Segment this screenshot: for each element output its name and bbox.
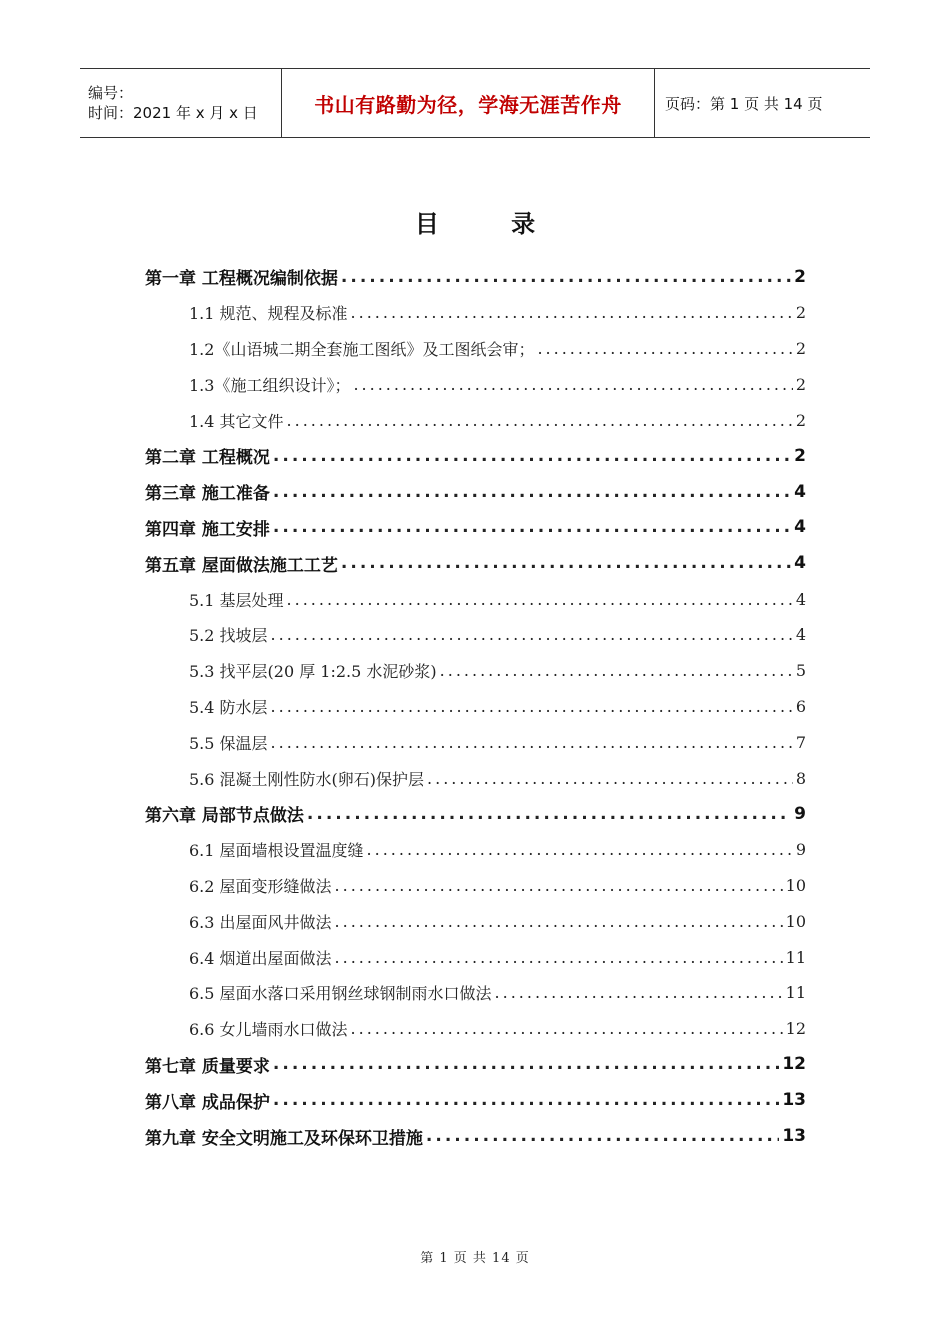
toc-entry-section[interactable] <box>145 868 806 904</box>
toc-entry-page-number: 4 <box>795 589 806 609</box>
toc-entry-section[interactable] <box>145 939 806 975</box>
toc-entry-title: 1.2《山语城二期全套施工图纸》及工图纸会审； <box>189 339 535 359</box>
toc-dot-leader <box>273 517 791 537</box>
toc-entry-page-number: 4 <box>794 517 806 538</box>
toc-entry-chapter[interactable] <box>145 474 806 510</box>
toc-entry-page-number: 9 <box>794 803 806 824</box>
toc-entry-title: 第七章 质量要求 <box>145 1056 270 1077</box>
toc-dot-leader <box>287 411 793 430</box>
page-title: 目 录 <box>414 209 568 238</box>
toc-entry-title: 5.3 找平层(20 厚 1:2.5 水泥砂浆) <box>189 662 437 682</box>
toc-entry-page-number: 6 <box>795 696 806 716</box>
toc-entry-section[interactable] <box>145 402 806 438</box>
toc-entry-page-number: 4 <box>794 481 806 502</box>
toc-entry-section[interactable] <box>145 653 806 689</box>
toc-entry-section[interactable] <box>145 724 806 760</box>
toc-entry-title: 5.5 保温层 <box>189 733 268 753</box>
toc-entry-section[interactable] <box>145 1011 806 1047</box>
toc-entry-section[interactable] <box>145 903 806 939</box>
toc-entry-title: 6.4 烟道出屋面做法 <box>189 948 332 968</box>
toc-dot-leader <box>271 733 793 752</box>
toc-entry-title: 6.6 女儿墙雨水口做法 <box>189 1020 348 1040</box>
toc-entry-title: 第三章 施工准备 <box>145 484 270 505</box>
toc-entry-chapter[interactable] <box>145 1118 806 1154</box>
toc-entry-section[interactable] <box>145 366 806 402</box>
toc-entry-title: 5.6 混凝土刚性防水(卵石)保护层 <box>189 769 425 789</box>
toc-dot-leader <box>287 590 793 609</box>
toc-entry-page-number: 10 <box>785 875 806 895</box>
toc-entry-section[interactable] <box>145 975 806 1011</box>
toc-entry-page-number: 4 <box>795 625 806 645</box>
table-of-contents <box>145 259 806 1154</box>
toc-dot-leader <box>341 267 791 287</box>
toc-entry-page-number: 11 <box>785 947 806 967</box>
toc-dot-leader <box>335 876 783 895</box>
toc-dot-leader <box>367 840 793 859</box>
toc-entry-chapter[interactable] <box>145 545 806 581</box>
toc-entry-title: 第六章 局部节点做法 <box>145 806 304 827</box>
toc-entry-section[interactable] <box>145 581 806 617</box>
toc-entry-page-number: 2 <box>794 266 806 287</box>
toc-entry-chapter[interactable] <box>145 438 806 474</box>
toc-entry-section[interactable] <box>145 331 806 367</box>
toc-entry-page-number: 2 <box>795 303 806 323</box>
header-motto-cell <box>282 69 655 137</box>
toc-entry-chapter[interactable] <box>145 510 806 546</box>
toc-dot-leader <box>440 661 793 680</box>
toc-dot-leader <box>273 446 791 466</box>
toc-dot-leader <box>335 948 783 967</box>
toc-entry-title: 第二章 工程概况 <box>145 448 270 469</box>
toc-entry-title: 第一章 工程概况编制依据 <box>145 269 338 290</box>
toc-dot-leader <box>271 625 793 644</box>
toc-entry-title: 5.2 找坡层 <box>189 626 268 646</box>
toc-entry-page-number: 5 <box>795 661 806 681</box>
document-header <box>80 68 870 138</box>
page-footer: 第 1 页 共 14 页 <box>420 1251 530 1266</box>
toc-entry-chapter[interactable] <box>145 259 806 295</box>
toc-entry-page-number: 2 <box>795 338 806 358</box>
toc-entry-page-number: 12 <box>785 1019 806 1039</box>
toc-entry-title: 第四章 施工安排 <box>145 519 270 540</box>
document-date: 时间：2021 年 x 月 x 日 <box>88 104 258 122</box>
toc-entry-page-number: 2 <box>794 445 806 466</box>
toc-entry-section[interactable] <box>145 689 806 725</box>
toc-dot-leader <box>353 375 792 394</box>
toc-entry-page-number: 7 <box>795 732 806 752</box>
toc-entry-section[interactable] <box>145 760 806 796</box>
toc-entry-page-number: 10 <box>785 911 806 931</box>
toc-entry-title: 5.1 基层处理 <box>189 590 284 610</box>
toc-entry-page-number: 8 <box>795 768 806 788</box>
toc-entry-page-number: 2 <box>795 374 806 394</box>
document-number: 编号： <box>88 84 134 102</box>
header-page-info: 页码：第 1 页 共 14 页 <box>665 94 823 113</box>
toc-entry-page-number: 12 <box>782 1054 806 1075</box>
toc-entry-section[interactable] <box>145 832 806 868</box>
toc-entry-title: 5.4 防水层 <box>189 697 268 717</box>
toc-entry-chapter[interactable] <box>145 1047 806 1083</box>
toc-dot-leader <box>427 769 793 788</box>
toc-entry-section[interactable] <box>145 295 806 331</box>
toc-entry-title: 1.1 规范、规程及标准 <box>189 304 348 324</box>
toc-dot-leader <box>271 697 793 716</box>
toc-dot-leader <box>537 339 792 358</box>
toc-entry-title: 第八章 成品保护 <box>145 1092 270 1113</box>
toc-dot-leader <box>351 303 793 322</box>
toc-entry-title: 6.2 屋面变形缝做法 <box>189 876 332 896</box>
toc-entry-title: 1.4 其它文件 <box>189 411 284 431</box>
toc-dot-leader <box>495 983 783 1002</box>
toc-dot-leader <box>341 553 791 573</box>
toc-entry-title: 第五章 屋面做法施工工艺 <box>145 555 338 576</box>
toc-dot-leader <box>351 1019 783 1038</box>
toc-entry-page-number: 2 <box>795 410 806 430</box>
toc-dot-leader <box>273 1054 779 1074</box>
toc-dot-leader <box>307 804 791 824</box>
header-motto: 书山有路勤为径，学海无涯苦作舟 <box>314 92 622 117</box>
toc-dot-leader <box>335 912 783 931</box>
toc-entry-chapter[interactable] <box>145 796 806 832</box>
toc-entry-page-number: 9 <box>795 840 806 860</box>
toc-entry-title: 1.3《施工组织设计》； <box>189 375 351 395</box>
toc-entry-chapter[interactable] <box>145 1082 806 1118</box>
toc-entry-page-number: 4 <box>794 553 806 574</box>
toc-entry-page-number: 11 <box>785 983 806 1003</box>
toc-entry-title: 第九章 安全文明施工及环保环卫措施 <box>145 1128 423 1149</box>
toc-entry-page-number: 13 <box>782 1090 806 1111</box>
toc-entry-page-number: 13 <box>782 1126 806 1147</box>
toc-entry-section[interactable] <box>145 617 806 653</box>
header-meta <box>80 69 282 137</box>
toc-dot-leader <box>273 482 791 502</box>
toc-dot-leader <box>273 1090 779 1110</box>
toc-entry-title: 6.5 屋面水落口采用钢丝球钢制雨水口做法 <box>189 984 492 1004</box>
toc-dot-leader <box>426 1126 779 1146</box>
toc-entry-title: 6.1 屋面墙根设置温度缝 <box>189 841 364 861</box>
toc-entry-title: 6.3 出屋面风井做法 <box>189 912 332 932</box>
